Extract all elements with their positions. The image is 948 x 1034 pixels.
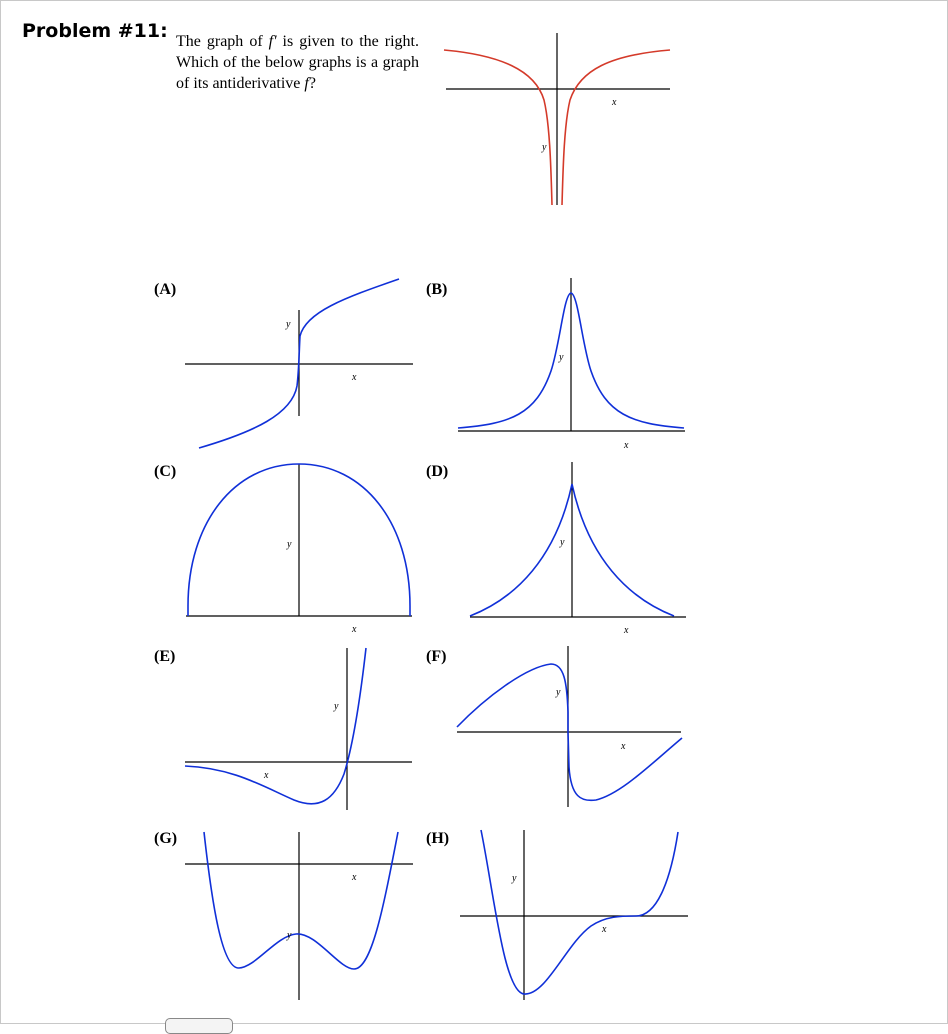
- graph-e-x-label: x: [264, 770, 269, 781]
- graph-a[interactable]: [184, 274, 416, 454]
- graph-e-curve: [185, 648, 366, 804]
- graph-g-y-label: y: [287, 930, 292, 941]
- graph-f-curve-left: [457, 664, 568, 732]
- given-x-label: x: [612, 97, 617, 108]
- option-g-label[interactable]: (G): [154, 830, 178, 847]
- problem-label: Problem #11:: [22, 20, 168, 42]
- given-y-label: y: [542, 142, 547, 153]
- graph-b-y-label: y: [559, 352, 564, 363]
- graph-e[interactable]: [184, 642, 416, 822]
- given-curve-left: [444, 50, 552, 205]
- graph-b[interactable]: [456, 276, 688, 456]
- question-part2: is given to the right. Which of the below graphs is a graph of its antiderivative: [176, 33, 419, 92]
- graph-f-y-label: y: [556, 687, 561, 698]
- graph-h-y-label: y: [512, 873, 517, 884]
- option-b-label[interactable]: (B): [426, 281, 448, 298]
- option-a-label[interactable]: (A): [154, 281, 177, 298]
- graph-c[interactable]: [184, 458, 416, 638]
- graph-g[interactable]: [184, 824, 416, 1004]
- graph-f[interactable]: [456, 642, 688, 822]
- graph-h-curve: [481, 830, 678, 994]
- submit-button[interactable]: [165, 1018, 233, 1034]
- graph-h[interactable]: [456, 824, 688, 1004]
- given-graph: [440, 30, 680, 210]
- given-curve-right: [562, 50, 670, 205]
- graph-a-y-label: y: [286, 319, 291, 330]
- graph-d[interactable]: [456, 458, 688, 638]
- option-d-label[interactable]: (D): [426, 463, 449, 480]
- graph-a-x-label: x: [352, 372, 357, 383]
- graph-g-curve: [204, 832, 398, 969]
- graph-c-y-label: y: [287, 539, 292, 550]
- graph-d-x-label: x: [624, 625, 629, 636]
- graph-b-x-label: x: [624, 440, 629, 451]
- option-f-label[interactable]: (F): [426, 648, 447, 665]
- graph-c-x-label: x: [352, 624, 357, 635]
- graph-h-x-label: x: [602, 924, 607, 935]
- option-c-label[interactable]: (C): [154, 463, 177, 480]
- question-text: [176, 31, 419, 94]
- question-part1: The graph of: [176, 33, 269, 50]
- option-e-label[interactable]: (E): [154, 648, 176, 665]
- graph-e-y-label: y: [334, 701, 339, 712]
- question-part3: ?: [308, 75, 316, 92]
- graph-g-x-label: x: [352, 872, 357, 883]
- graph-f-x-label: x: [621, 741, 626, 752]
- graph-d-y-label: y: [560, 537, 565, 548]
- fprime-symbol: f': [268, 33, 277, 50]
- option-h-label[interactable]: (H): [426, 830, 450, 847]
- f-symbol: f: [304, 75, 309, 92]
